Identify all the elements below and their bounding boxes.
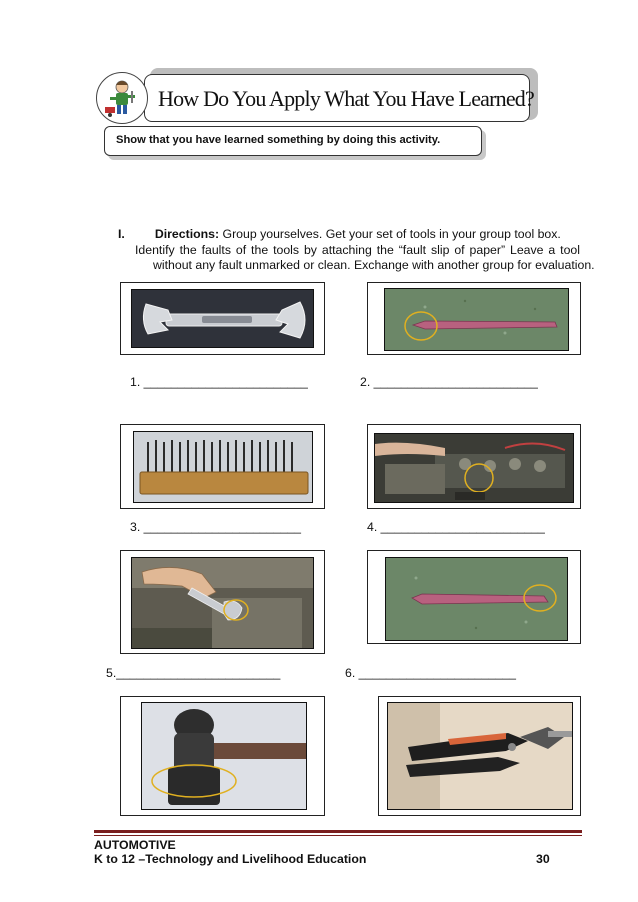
footer-rule [94, 830, 582, 833]
footer-rule-thin [94, 835, 582, 836]
tool-frame-1 [120, 282, 325, 355]
cold-chisel-icon [384, 288, 569, 351]
tool-frame-7 [120, 696, 325, 816]
page-number: 30 [536, 852, 550, 866]
answer-blank-4[interactable]: 4. ________________________ [367, 520, 545, 534]
subtitle-text: Show that you have learned something by doing this activity. [116, 134, 441, 146]
directions-label: Directions: [154, 227, 220, 241]
directions-line-3: without any fault unmarked or clean. Exchange with another group for evaluation. [153, 258, 595, 272]
tool-frame-3 [120, 424, 325, 509]
answer-blank-5[interactable]: 5.________________________ [106, 666, 281, 680]
tool-frame-4 [367, 424, 581, 509]
wire-brush-icon [133, 431, 313, 503]
footer-course: K to 12 –Technology and Livelihood Education [94, 852, 367, 866]
adjustable-wrench-icon [131, 557, 314, 649]
page-title: How Do You Apply What You Have Learned? [158, 86, 534, 111]
tool-frame-5 [120, 550, 325, 654]
answer-blank-2[interactable]: 2. ________________________ [360, 375, 538, 389]
engine-tool-icon [374, 433, 574, 503]
directions-line-2: Identify the faults of the tools by attaching the “fault slip of paper” Leave a tool [135, 243, 580, 257]
footer-subject: AUTOMOTIVE [94, 838, 176, 852]
locking-pliers-icon [387, 702, 573, 810]
tool-frame-6 [367, 550, 581, 644]
cold-chisel-icon [385, 557, 568, 641]
tool-frame-2 [367, 282, 581, 355]
answer-blank-1[interactable]: 1. ________________________ [130, 375, 308, 389]
answer-blank-3[interactable]: 3. _______________________ [130, 520, 301, 534]
mascot-icon [96, 72, 148, 124]
open-end-wrench-icon [131, 289, 314, 348]
directions-text-1: Group yourselves. Get your set of tools in your group tool box. [222, 227, 561, 241]
ball-peen-hammer-icon [141, 702, 307, 810]
directions-line-1 [118, 227, 561, 241]
section-number: I. [118, 227, 125, 241]
tool-frame-8 [378, 696, 581, 816]
answer-blank-6[interactable]: 6. _______________________ [345, 666, 516, 680]
